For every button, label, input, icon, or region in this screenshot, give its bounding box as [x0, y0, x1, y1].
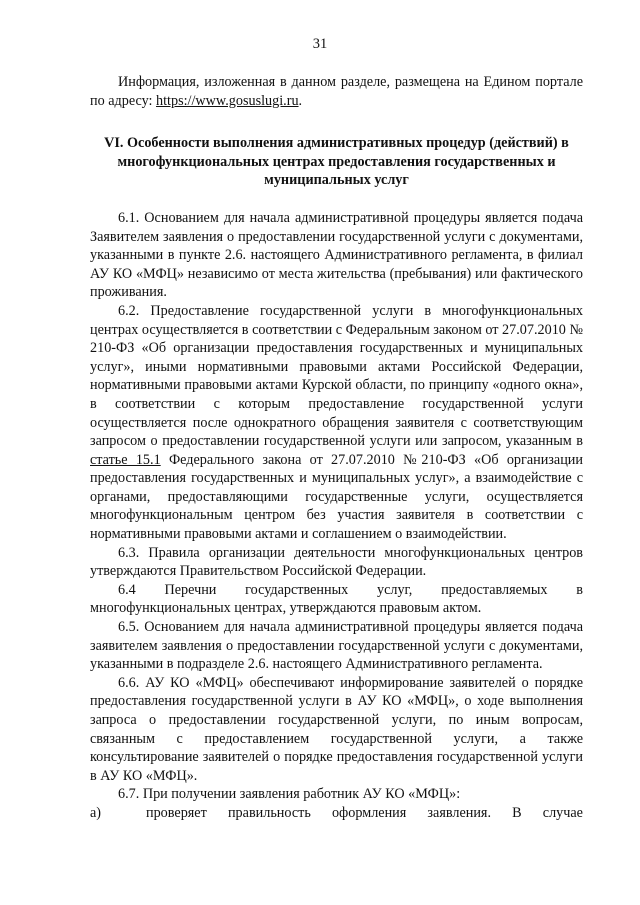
section-title: VI. Особенности выполнения административных процедур (действий) в многофункциональных центрах предоставления государственных и муниципальных услуг — [104, 135, 569, 189]
page-number: 31 — [312, 36, 328, 52]
intro-text: Информация, изложенная в данном разделе, размещена на Едином портале по адресу: — [90, 74, 583, 109]
paragraph-6-2-part-a: 6.2. Предоставление государственной услуги в многофункциональных центрах осуществляется в соответствии с Федеральным законом от 27.07.2010 № 210-ФЗ «Об организации предоставления государственных и муниципальных услуг», иными нормативными правовыми актами Российской Федерации, нормативными правовыми актами Курской области, по принципу «одного окна», в соответствии с которым предоставление государственной услуги осуществляется после однократного обращения заявителя с соответствующим запросом о предоставлении государственной услуги или запросом, указанным в — [90, 302, 583, 450]
list-item-a — [90, 804, 583, 823]
intro-paragraph — [90, 73, 583, 110]
list-item-a-text: проверяет правильность оформления заявления. В случае — [146, 804, 583, 821]
list-item-a-marker: а) — [90, 804, 102, 821]
paragraph-6-2 — [90, 302, 583, 544]
article-15-1-reference[interactable]: статье 15.1 — [90, 451, 161, 468]
paragraph-6-7: 6.7. При получении заявления работник АУ КО «МФЦ»: — [118, 786, 461, 803]
paragraph-6-6: 6.6. АУ КО «МФЦ» обеспечивают информирование заявителей о порядке предоставления государственной услуги в АУ КО «МФЦ», о ходе выполнения запроса о предоставлении государственной услуги, по иным вопросам, связанным с предоставлением государственной услуги, а также консультирование заявителей о порядке предоставления государственной услуги в АУ КО «МФЦ». — [90, 674, 583, 784]
paragraph-6-3: 6.3. Правила организации деятельности многофункциональных центров утверждаются Правительством Российской Федерации. — [90, 544, 583, 580]
intro-end: . — [298, 92, 303, 109]
gosuslugi-link[interactable]: https://www.gosuslugi.ru — [156, 92, 299, 109]
document-body — [90, 73, 583, 823]
paragraph-6-1: 6.1. Основанием для начала административной процедуры является подача Заявителем заявления о предоставлении государственной услуги с документами, указанными в пункте 2.6. настоящего Административного регламента, в филиал АУ КО «МФЦ» независимо от места жительства (пребывания) или фактического проживания. — [90, 209, 583, 301]
paragraph-6-4: 6.4 Перечни государственных услуг, предоставляемых в многофункциональных центрах, утверждаются правовым актом. — [90, 581, 583, 617]
paragraph-6-2-part-b: Федерального закона от 27.07.2010 №210-ФЗ «Об организации предоставления государственных и муниципальных услуг», а взаимодействие с органами, предоставляющими государственные услуги, осуществляется многофункциональным центром без участия заявителя в соответствии с нормативными правовыми актами и соглашением о взаимодействии. — [90, 451, 583, 543]
paragraph-6-5: 6.5. Основанием для начала административной процедуры является подача заявителем заявления о предоставлении государственной услуги с документами, указанными в подразделе 2.6. настоящего Административного регламента. — [90, 619, 583, 673]
